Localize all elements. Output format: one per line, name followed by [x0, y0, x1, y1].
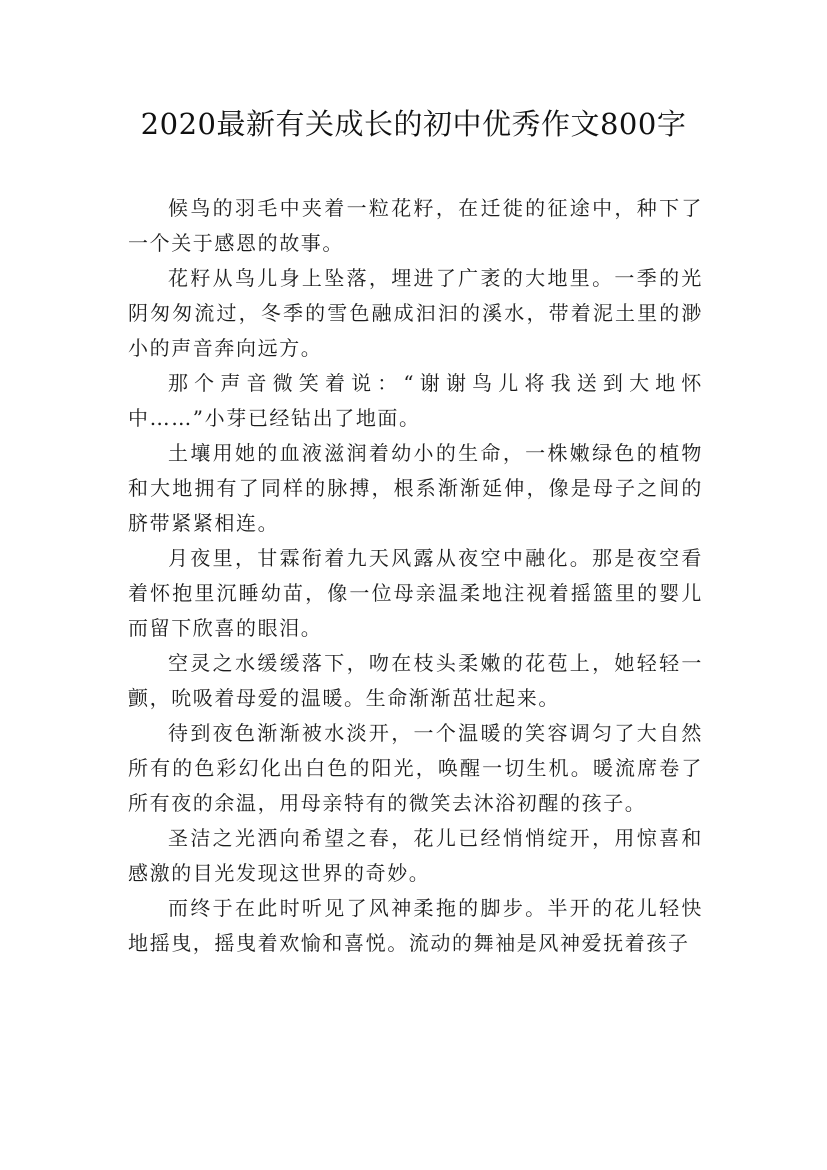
- paragraph: 圣洁之光洒向希望之春，花儿已经悄悄绽开，用惊喜和感激的目光发现这世界的奇妙。: [128, 826, 703, 885]
- paragraph: 那个声音微笑着说：“谢谢鸟儿将我送到大地怀中……”小芽已经钻出了地面。: [128, 371, 703, 430]
- paragraph: 而终于在此时听见了风神柔拖的脚步。半开的花儿轻快地摇曳，摇曳着欢愉和喜悦。流动的舞袖是风神爱抚着孩子: [128, 896, 703, 955]
- paragraph: 候鸟的羽毛中夹着一粒花籽，在迁徙的征途中，种下了一个关于感恩的故事。: [128, 196, 703, 255]
- paragraph: 空灵之水缓缓落下，吻在枝头柔嫩的花苞上，她轻轻一颤，吮吸着母爱的温暖。生命渐渐茁壮起来。: [128, 651, 703, 710]
- paragraph: 花籽从鸟儿身上坠落，埋进了广袤的大地里。一季的光阴匆匆流过，冬季的雪色融成汩汩的溪水，带着泥土里的渺小的声音奔向远方。: [128, 266, 703, 360]
- paragraph: 月夜里，甘霖衔着九天风露从夜空中融化。那是夜空看着怀抱里沉睡幼苗，像一位母亲温柔地注视着摇篮里的婴儿而留下欣喜的眼泪。: [128, 546, 703, 640]
- document-title: 2020最新有关成长的初中优秀作文800字: [140, 107, 687, 141]
- paragraph: 待到夜色渐渐被水淡开，一个温暖的笑容调匀了大自然所有的色彩幻化出白色的阳光，唤醒一切生机。暖流席卷了所有夜的余温，用母亲特有的微笑去沐浴初醒的孩子。: [128, 721, 703, 815]
- document-body: [128, 191, 703, 961]
- paragraph: 土壤用她的血液滋润着幼小的生命，一株嫩绿色的植物和大地拥有了同样的脉搏，根系渐渐延伸，像是母子之间的脐带紧紧相连。: [128, 441, 703, 535]
